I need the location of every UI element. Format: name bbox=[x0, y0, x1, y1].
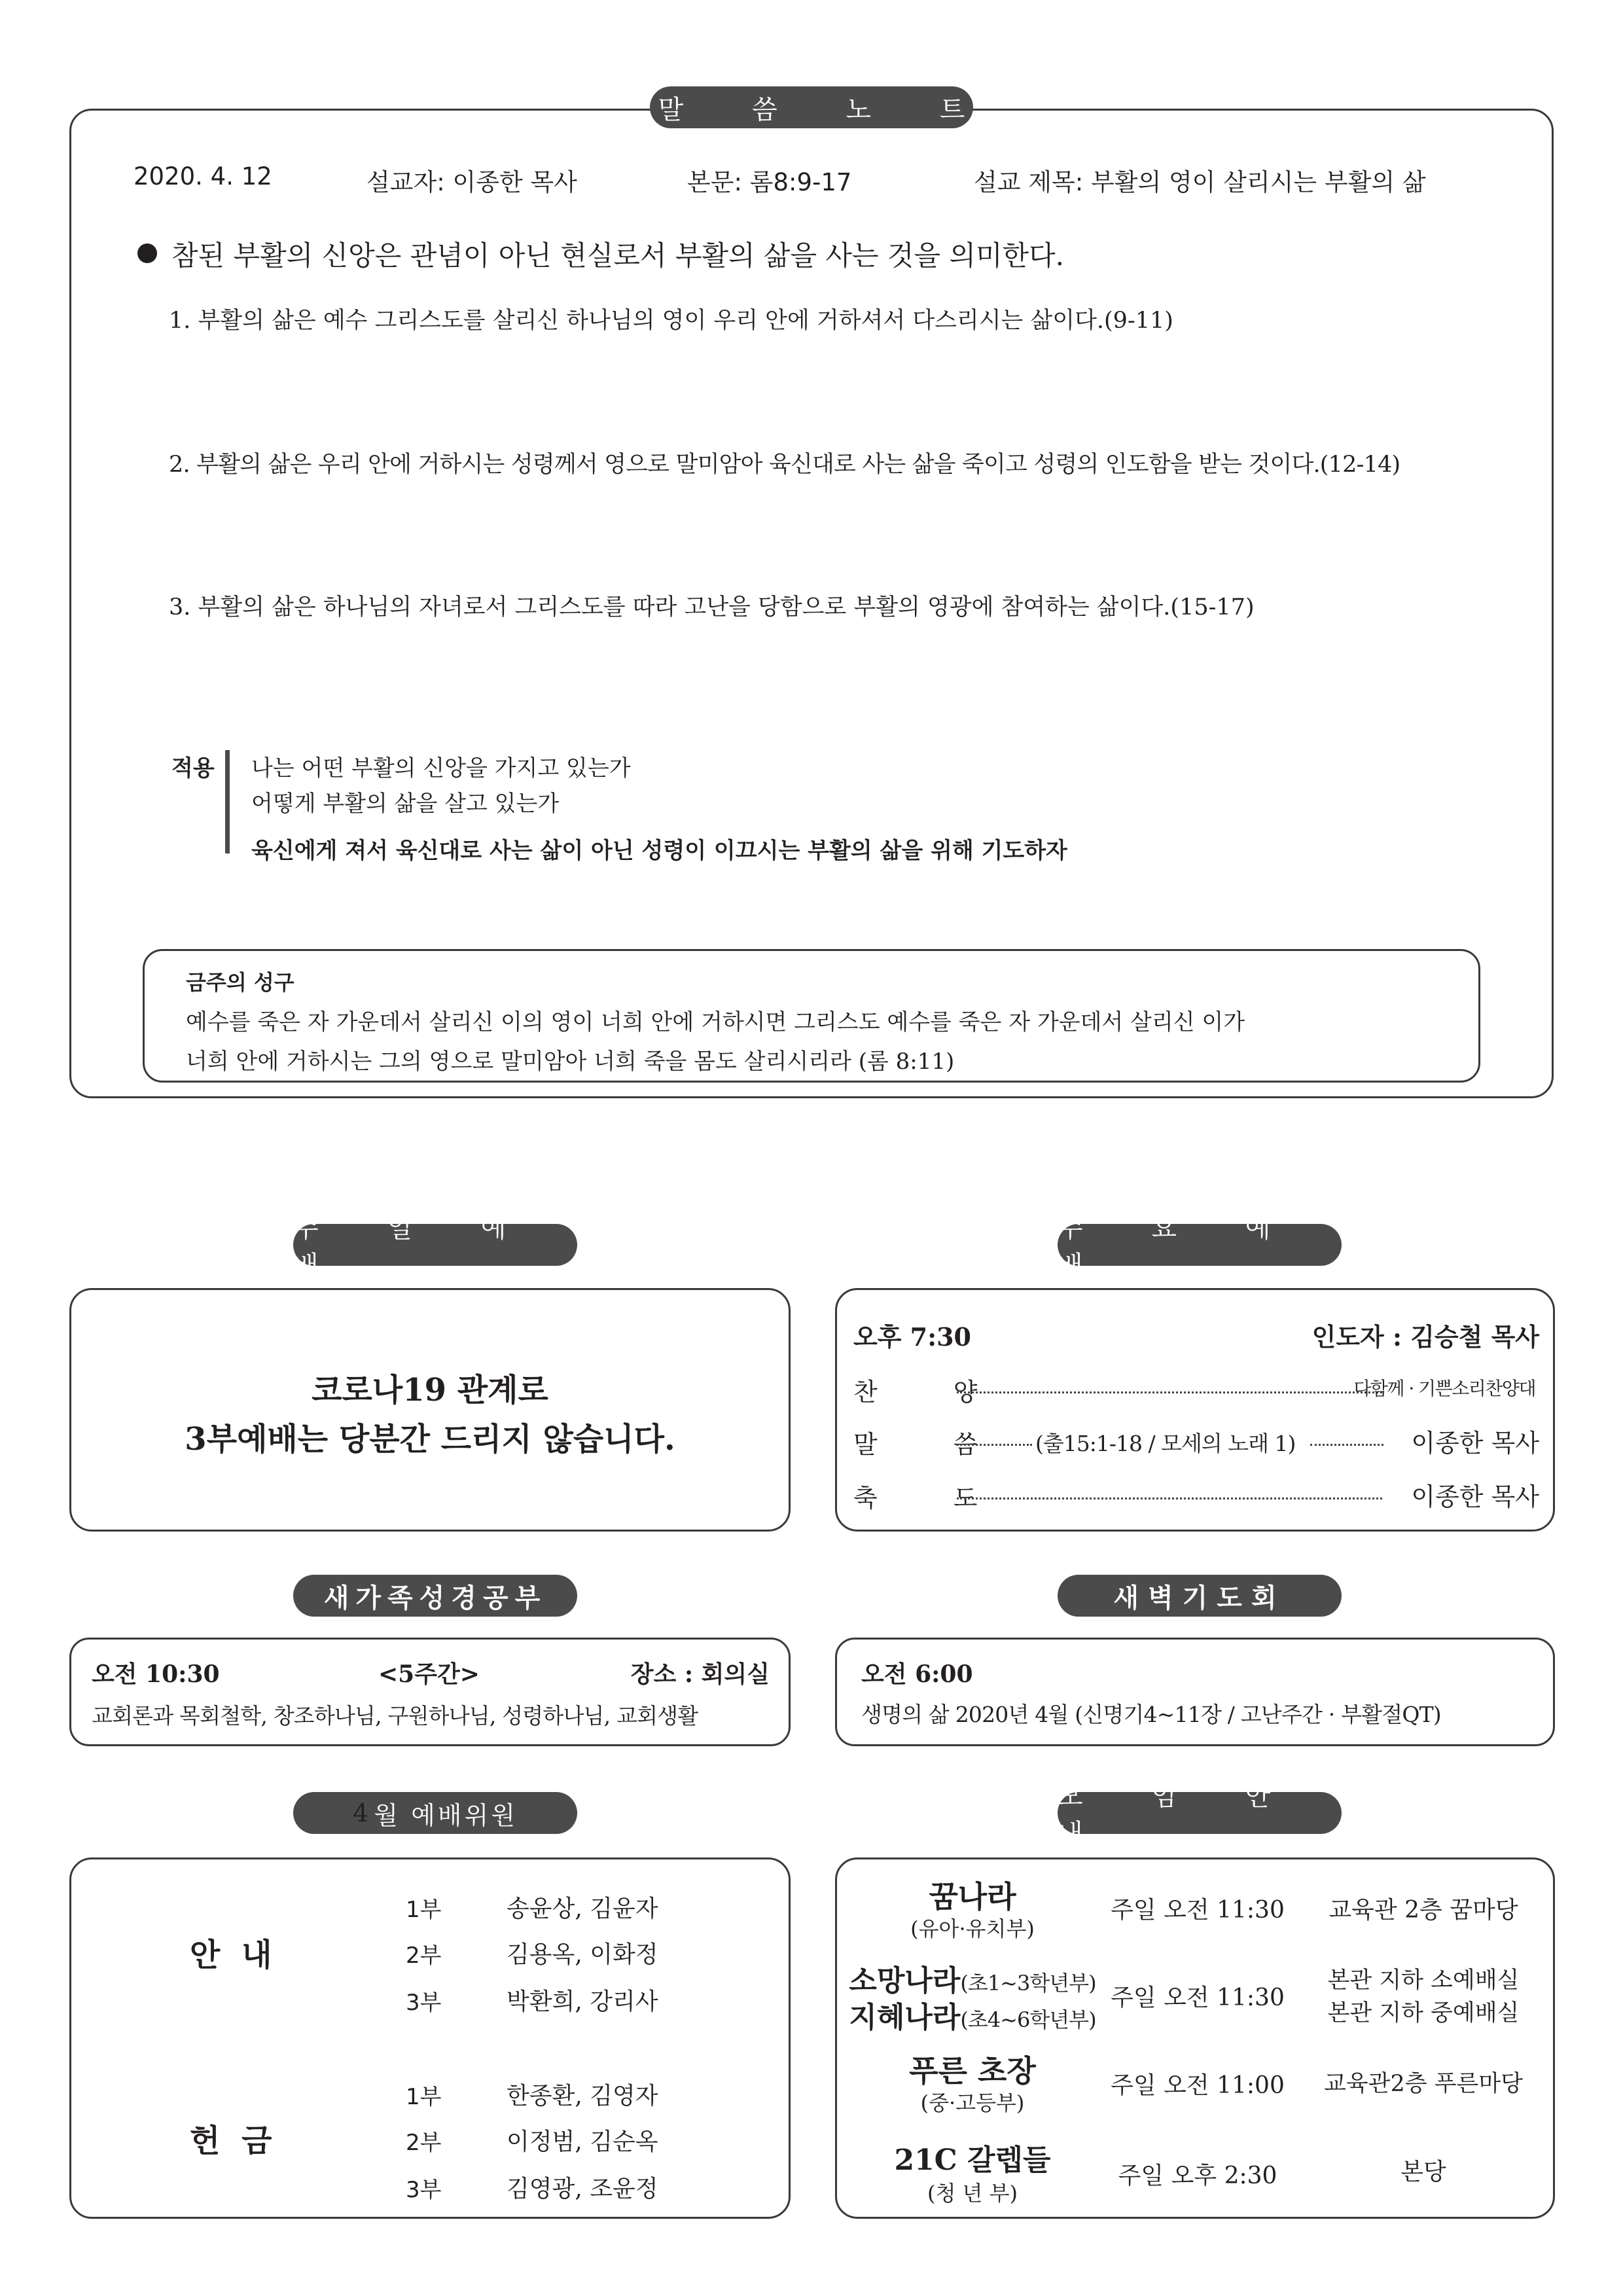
meeting-time: 주일 오전 11:30 bbox=[1111, 1897, 1285, 1924]
meeting-sub: (청 년 부) bbox=[927, 2181, 1018, 2206]
sermon-date: 2020. 4. 12 bbox=[134, 162, 272, 190]
committee-service: 3부 bbox=[406, 1990, 442, 2016]
meeting-time: 주일 오전 11:30 bbox=[1111, 1984, 1285, 2011]
committee-names: 송윤상, 김윤자 bbox=[507, 1895, 658, 1922]
meeting-time: 주일 오후 2:30 bbox=[1118, 2162, 1277, 2189]
family-bible-topics: 교회론과 목회철학, 창조하나님, 구원하나님, 성령하나님, 교회생활 bbox=[92, 1703, 698, 1729]
wednesday-row-label-praise: 찬 양 bbox=[853, 1378, 1012, 1407]
wednesday-row-leader-word-a bbox=[957, 1444, 1032, 1446]
committee-service: 2부 bbox=[406, 1943, 442, 1969]
committee-names: 김용옥, 이화정 bbox=[507, 1941, 658, 1968]
meeting-name: 푸른 초장 bbox=[909, 2053, 1036, 2089]
meeting-sub: (유아·유치부) bbox=[910, 1916, 1035, 1941]
meeting-place: 본관 지하 중예배실 bbox=[1327, 2000, 1520, 2026]
committee-heading-month: 4 bbox=[353, 1799, 369, 1827]
wednesday-row-value-praise: 다함께 · 기쁜소리찬양대 bbox=[1353, 1378, 1535, 1399]
weekly-verse-line-2: 너희 안에 거하시는 그의 영으로 말미암아 너희 죽을 몸도 살리시리라 (롬 8:11) bbox=[186, 1049, 955, 1075]
application-label: 적용 bbox=[171, 755, 215, 781]
committee-names: 한종환, 김영자 bbox=[507, 2083, 658, 2109]
committee-label-offering: 헌 금 bbox=[190, 2123, 277, 2159]
committee-service: 1부 bbox=[406, 1897, 442, 1923]
wednesday-row-value-blessing: 이종한 목사 bbox=[1411, 1482, 1539, 1511]
application-line-2: 어떻게 부활의 삶을 살고 있는가 bbox=[251, 791, 560, 817]
meeting-name-sub: (초1~3학년부) bbox=[960, 1971, 1096, 1996]
meeting-name: 꿈나라 bbox=[929, 1879, 1016, 1914]
committee-service: 2부 bbox=[406, 2130, 442, 2156]
sermon-text: 본문: 롬8:9-17 bbox=[687, 168, 852, 196]
committee-service: 1부 bbox=[406, 2084, 442, 2110]
wednesday-row-value-word: 이종한 목사 bbox=[1411, 1429, 1539, 1458]
sunday-worship-box bbox=[69, 1288, 791, 1532]
sunday-worship-heading: 주 일 예 배 bbox=[293, 1224, 577, 1266]
bullet-icon bbox=[137, 243, 157, 263]
meeting-name bbox=[848, 1994, 1097, 2036]
wednesday-row-leader-blessing bbox=[957, 1498, 1382, 1499]
wednesday-row-middle-word: (출15:1-18 / 모세의 노래 1) bbox=[1035, 1431, 1296, 1456]
meeting-name bbox=[848, 1957, 1097, 1999]
committee-heading bbox=[293, 1792, 577, 1834]
family-bible-box bbox=[69, 1638, 791, 1746]
meeting-place: 교육관 2층 꿈마당 bbox=[1329, 1897, 1518, 1924]
application-line-1: 나는 어떤 부활의 신앙을 가지고 있는가 bbox=[251, 755, 631, 781]
family-bible-heading: 새가족성경공부 bbox=[293, 1575, 577, 1617]
sermon-main-point: 참된 부활의 신앙은 관념이 아닌 현실로서 부활의 삶을 사는 것을 의미한다. bbox=[171, 240, 1065, 272]
wednesday-leader: 인도자 : 김승철 목사 bbox=[1311, 1322, 1539, 1352]
meeting-name-sub: (초4~6학년부) bbox=[960, 2007, 1096, 2032]
application-bar bbox=[225, 750, 230, 853]
sermon-point-2: 2. 부활의 삶은 우리 안에 거하시는 성령께서 영으로 말미암아 육신대로 사는 삶을 죽이고 성령의 인도함을 받는 것이다.(12-14) bbox=[169, 452, 1400, 478]
dawn-prayer-time: 오전 6:00 bbox=[861, 1660, 973, 1688]
application-line-3: 육신에게 져서 육신대로 사는 삶이 아닌 성령이 이끄시는 부활의 삶을 위해 기도하자 bbox=[251, 838, 1067, 864]
committee-names: 이정범, 김순옥 bbox=[507, 2128, 658, 2155]
sermon-note-heading: 말 씀 노 트 bbox=[650, 86, 973, 128]
meeting-place: 본당 bbox=[1400, 2159, 1446, 2185]
sermon-point-3: 3. 부활의 삶은 하나님의 자녀로서 그리스도를 따라 고난을 당함으로 부활의 영광에 참여하는 삶이다.(15-17) bbox=[169, 594, 1255, 620]
meeting-name-main: 지혜나라 bbox=[849, 2001, 961, 2034]
dawn-prayer-heading: 새벽기도회 bbox=[1058, 1575, 1342, 1617]
committee-heading-text: 월 예배위원 bbox=[374, 1801, 518, 1830]
wednesday-row-label-word: 말 씀 bbox=[853, 1430, 1012, 1459]
wednesday-time: 오후 7:30 bbox=[853, 1322, 971, 1352]
meeting-name-main: 소망나라 bbox=[849, 1964, 961, 1998]
sermon-point-1: 1. 부활의 삶은 예수 그리스도를 살리신 하나님의 영이 우리 안에 거하셔서 다스리시는 삶이다.(9-11) bbox=[169, 308, 1173, 334]
meeting-sub: (중·고등부) bbox=[920, 2090, 1025, 2115]
wednesday-row-leader-praise bbox=[957, 1391, 1382, 1393]
wednesday-row-leader-word-b bbox=[1310, 1444, 1383, 1446]
meeting-place: 본관 지하 소예배실 bbox=[1327, 1967, 1520, 1994]
sunday-notice-line-1: 코로나19 관계로 bbox=[312, 1372, 548, 1408]
wednesday-row-label-blessing: 축 도 bbox=[853, 1484, 1012, 1513]
sermon-title: 설교 제목: 부활의 영이 살리시는 부활의 삶 bbox=[974, 168, 1426, 196]
weekly-verse-line-1: 예수를 죽은 자 가운데서 살리신 이의 영이 너희 안에 거하시면 그리스도 예수를 죽은 자 가운데서 살리신 이가 bbox=[186, 1009, 1245, 1035]
family-bible-weeks: <5주간> bbox=[378, 1660, 480, 1688]
weekly-verse-title: 금주의 성구 bbox=[186, 970, 294, 995]
dawn-prayer-desc: 생명의 삶 2020년 4월 (신명기4~11장 / 고난주간 · 부활절QT) bbox=[861, 1702, 1441, 1727]
committee-names: 김영광, 조윤정 bbox=[507, 2176, 658, 2202]
meeting-name: 21C 갈렙들 bbox=[894, 2144, 1051, 2177]
committee-service: 3부 bbox=[406, 2177, 442, 2203]
sunday-notice-line-2: 3부예배는 당분간 드리지 않습니다. bbox=[185, 1421, 675, 1458]
family-bible-time: 오전 10:30 bbox=[92, 1660, 220, 1688]
committee-label-usher: 안 내 bbox=[190, 1937, 277, 1973]
meeting-time: 주일 오전 11:00 bbox=[1111, 2072, 1285, 2099]
committee-names: 박환희, 강리사 bbox=[507, 1988, 658, 2015]
family-bible-place: 장소 : 회의실 bbox=[630, 1660, 770, 1688]
sermon-preacher: 설교자: 이종한 목사 bbox=[366, 168, 577, 196]
meeting-place: 교육관2층 푸른마당 bbox=[1324, 2071, 1523, 2097]
wednesday-worship-heading: 수 요 예 배 bbox=[1058, 1224, 1342, 1266]
dawn-prayer-box bbox=[835, 1638, 1555, 1746]
meetings-heading: 모 임 안 내 bbox=[1058, 1792, 1342, 1834]
